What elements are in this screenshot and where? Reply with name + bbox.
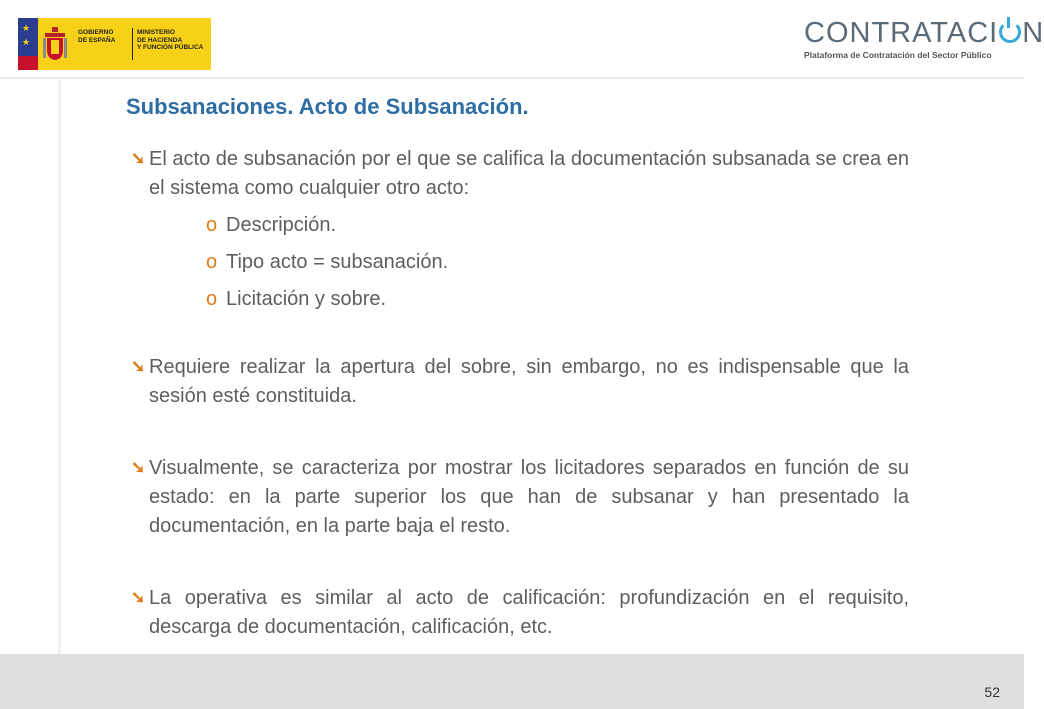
sub-list xyxy=(131,207,909,318)
arrow-icon: ➘ xyxy=(131,588,146,607)
contratacion-logo xyxy=(804,17,1044,60)
page-number: 52 xyxy=(984,684,1000,700)
contratacion-subtitle: Plataforma de Contratación del Sector Público xyxy=(804,50,992,60)
sub-item: o Tipo acto = subsanación. xyxy=(206,244,909,281)
power-icon xyxy=(999,21,1021,43)
slide-content xyxy=(131,145,909,642)
arrow-icon: ➘ xyxy=(131,458,146,477)
contratacion-wordmark: CONTRATACI N xyxy=(804,17,1044,49)
footer-bar xyxy=(0,654,1024,709)
gobierno-text: GOBIERNO DE ESPAÑA xyxy=(78,29,116,44)
bullet-item: ➘ Visualmente, se caracteriza por mostrar los licitadores separados en función de su estado: en la parte superior los que han de subsanar y han presentado la documentación, en la parte baja el resto. xyxy=(131,457,909,537)
bullet-item: ➘ El acto de subsanación por el que se califica la documentación subsanada se crea en el sistema como cualquier otro acto: xyxy=(131,148,909,199)
slide-title: Subsanaciones. Acto de Subsanación. xyxy=(126,94,529,119)
bullet-item: ➘ La operativa es similar al acto de calificación: profundización en el requisito, descarga de documentación, calificación, etc. xyxy=(131,587,909,638)
bullet-item: ➘ Requiere realizar la apertura del sobre, sin embargo, no es indispensable que la sesión esté constituida. xyxy=(131,356,909,407)
sub-item: o Descripción. xyxy=(206,207,909,244)
arrow-icon: ➘ xyxy=(131,149,146,168)
circle-bullet-icon: o xyxy=(206,214,218,236)
arrow-icon: ➘ xyxy=(131,357,146,376)
header-divider xyxy=(0,77,1024,79)
gobierno-logo xyxy=(18,18,211,70)
ministerio-text: MINISTERIO DE HACIENDA Y FUNCIÓN PÚBLICA xyxy=(137,29,204,51)
left-margin-rule xyxy=(58,78,61,654)
coat-of-arms-icon xyxy=(38,18,72,70)
eu-flag-icon: ★ ★ xyxy=(18,18,38,70)
circle-bullet-icon: o xyxy=(206,288,218,310)
circle-bullet-icon: o xyxy=(206,251,218,273)
sub-item: o Licitación y sobre. xyxy=(206,281,909,318)
